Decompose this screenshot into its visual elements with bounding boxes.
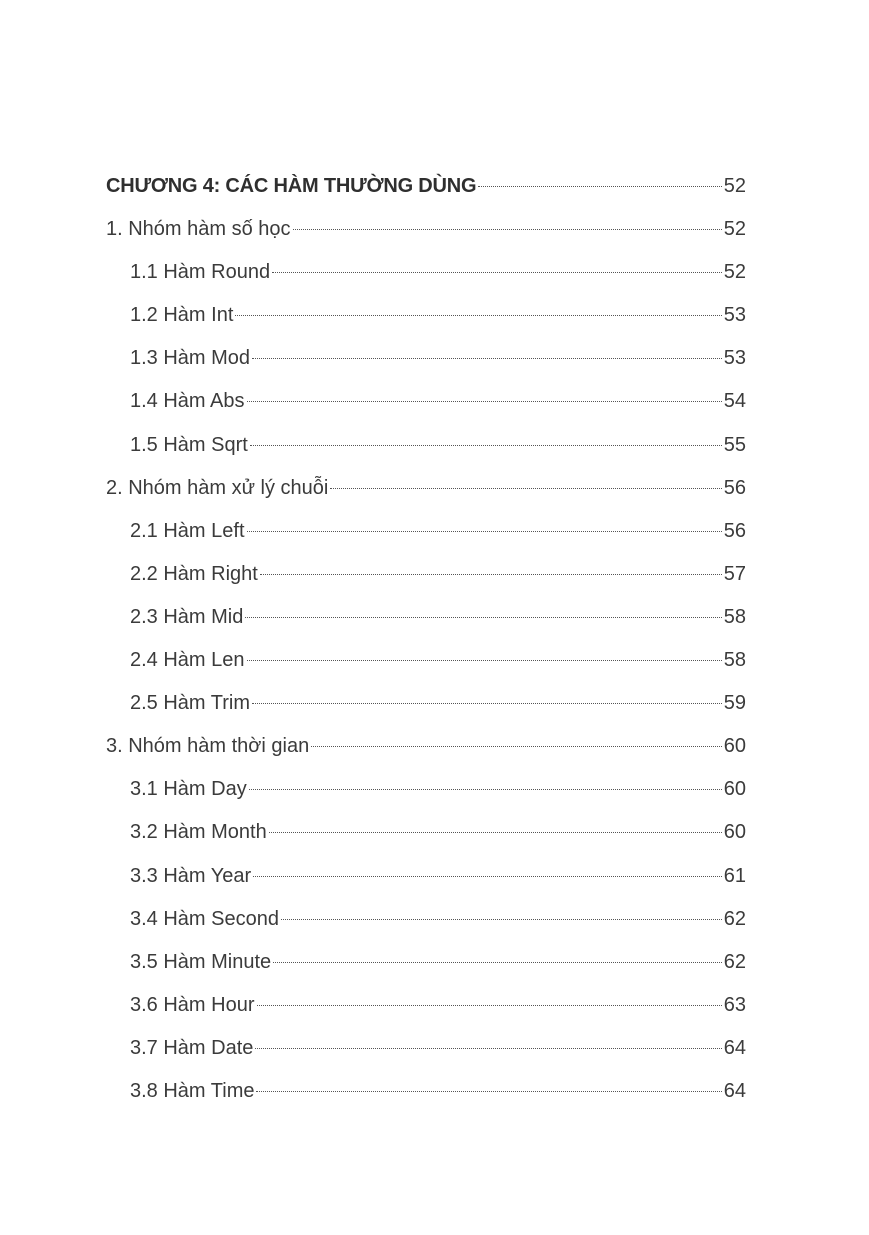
toc-entry-page: 52 <box>723 218 746 241</box>
toc-entry-page: 63 <box>723 993 746 1016</box>
table-of-contents <box>106 171 746 1119</box>
toc-row-section[interactable] <box>106 731 746 774</box>
dot-leader <box>269 832 722 833</box>
toc-entry-title: 2. Nhóm hàm xử lý chuỗi <box>106 476 329 499</box>
toc-entry-title: 1.3 Hàm Mod <box>130 347 251 370</box>
toc-entry-page: 60 <box>723 735 746 758</box>
toc-entry-page: 64 <box>723 1036 746 1059</box>
toc-row-subsection[interactable] <box>106 300 746 343</box>
toc-row-subsection[interactable] <box>106 430 746 473</box>
toc-entry-title: 3.1 Hàm Day <box>130 778 247 801</box>
toc-entry-page: 58 <box>723 605 746 628</box>
dot-leader <box>255 1048 721 1049</box>
toc-row-subsection[interactable] <box>106 516 746 559</box>
dot-leader <box>273 962 722 963</box>
dot-leader <box>249 789 722 790</box>
toc-entry <box>130 559 746 589</box>
dot-leader <box>253 876 722 877</box>
dot-leader <box>260 574 722 575</box>
toc-entry-title: 2.2 Hàm Right <box>130 562 258 585</box>
dot-leader <box>272 272 722 273</box>
toc-entry <box>130 602 746 632</box>
toc-entry <box>130 861 746 891</box>
toc-entry <box>106 171 746 201</box>
toc-entry-page: 59 <box>723 692 746 715</box>
toc-row-subsection[interactable] <box>106 386 746 429</box>
toc-entry <box>130 774 746 804</box>
toc-row-chapter[interactable] <box>106 171 746 214</box>
toc-entry-title: 2.1 Hàm Left <box>130 519 245 542</box>
dot-leader <box>247 531 722 532</box>
toc-row-subsection[interactable] <box>106 688 746 731</box>
toc-entry <box>130 1033 746 1063</box>
dot-leader <box>478 186 721 187</box>
toc-entry-page: 58 <box>723 649 746 672</box>
dot-leader <box>252 703 722 704</box>
dot-leader <box>235 315 721 316</box>
toc-row-section[interactable] <box>106 214 746 257</box>
toc-entry-page: 57 <box>723 562 746 585</box>
toc-entry-page: 60 <box>723 821 746 844</box>
toc-entry-page: 52 <box>723 261 746 284</box>
toc-entry-title: 1.5 Hàm Sqrt <box>130 433 248 456</box>
toc-row-subsection[interactable] <box>106 990 746 1033</box>
toc-entry-page: 60 <box>723 778 746 801</box>
toc-entry-page: 55 <box>723 433 746 456</box>
toc-entry <box>130 257 746 287</box>
toc-entry <box>130 990 746 1020</box>
toc-entry <box>130 817 746 847</box>
dot-leader <box>293 229 722 230</box>
toc-row-subsection[interactable] <box>106 645 746 688</box>
dot-leader <box>257 1005 722 1006</box>
toc-entry-title: 1.4 Hàm Abs <box>130 390 245 413</box>
toc-row-subsection[interactable] <box>106 559 746 602</box>
toc-entry-title: 3.7 Hàm Date <box>130 1036 254 1059</box>
toc-row-subsection[interactable] <box>106 602 746 645</box>
toc-entry-title: CHƯƠNG 4: CÁC HÀM THƯỜNG DÙNG <box>106 175 477 197</box>
toc-entry-title: 3.5 Hàm Minute <box>130 950 272 973</box>
toc-entry-title: 2.4 Hàm Len <box>130 649 245 672</box>
toc-entry-title: 3.6 Hàm Hour <box>130 993 255 1016</box>
toc-entry-title: 3.2 Hàm Month <box>130 821 267 844</box>
dot-leader <box>281 919 722 920</box>
toc-entry <box>130 645 746 675</box>
toc-entry <box>106 731 746 761</box>
toc-entry-page: 56 <box>723 476 746 499</box>
toc-entry-title: 1.2 Hàm Int <box>130 304 234 327</box>
dot-leader <box>250 445 722 446</box>
toc-entry <box>130 343 746 373</box>
toc-row-subsection[interactable] <box>106 904 746 947</box>
toc-entry <box>130 386 746 416</box>
dot-leader <box>252 358 722 359</box>
toc-entry-title: 3. Nhóm hàm thời gian <box>106 735 310 758</box>
dot-leader <box>330 488 721 489</box>
toc-entry <box>106 473 746 503</box>
toc-entry-page: 52 <box>723 175 746 197</box>
toc-row-subsection[interactable] <box>106 861 746 904</box>
dot-leader <box>247 401 722 402</box>
toc-entry <box>130 1076 746 1106</box>
toc-entry-page: 62 <box>723 950 746 973</box>
dot-leader <box>247 660 722 661</box>
toc-entry-title: 2.5 Hàm Trim <box>130 692 251 715</box>
toc-entry <box>106 214 746 244</box>
toc-row-subsection[interactable] <box>106 343 746 386</box>
toc-entry-page: 54 <box>723 390 746 413</box>
toc-entry-page: 53 <box>723 347 746 370</box>
toc-entry-title: 3.4 Hàm Second <box>130 907 279 930</box>
toc-entry-title: 3.3 Hàm Year <box>130 864 252 887</box>
toc-entry <box>130 516 746 546</box>
toc-row-section[interactable] <box>106 473 746 516</box>
toc-entry-page: 64 <box>723 1079 746 1102</box>
toc-entry <box>130 300 746 330</box>
toc-entry-title: 2.3 Hàm Mid <box>130 605 244 628</box>
toc-row-subsection[interactable] <box>106 1033 746 1076</box>
toc-entry-page: 56 <box>723 519 746 542</box>
toc-entry-title: 3.8 Hàm Time <box>130 1079 255 1102</box>
toc-row-subsection[interactable] <box>106 1076 746 1119</box>
toc-row-subsection[interactable] <box>106 257 746 300</box>
toc-entry-title: 1. Nhóm hàm số học <box>106 218 291 241</box>
dot-leader <box>256 1091 721 1092</box>
toc-entry <box>130 688 746 718</box>
toc-row-subsection[interactable] <box>106 774 746 817</box>
toc-entry <box>130 430 746 460</box>
toc-entry-title: 1.1 Hàm Round <box>130 261 271 284</box>
toc-row-subsection[interactable] <box>106 947 746 990</box>
toc-row-subsection[interactable] <box>106 817 746 860</box>
toc-entry-page: 61 <box>723 864 746 887</box>
toc-entry-page: 62 <box>723 907 746 930</box>
toc-entry <box>130 904 746 934</box>
toc-entry <box>130 947 746 977</box>
toc-entry-page: 53 <box>723 304 746 327</box>
dot-leader <box>311 746 722 747</box>
dot-leader <box>245 617 721 618</box>
